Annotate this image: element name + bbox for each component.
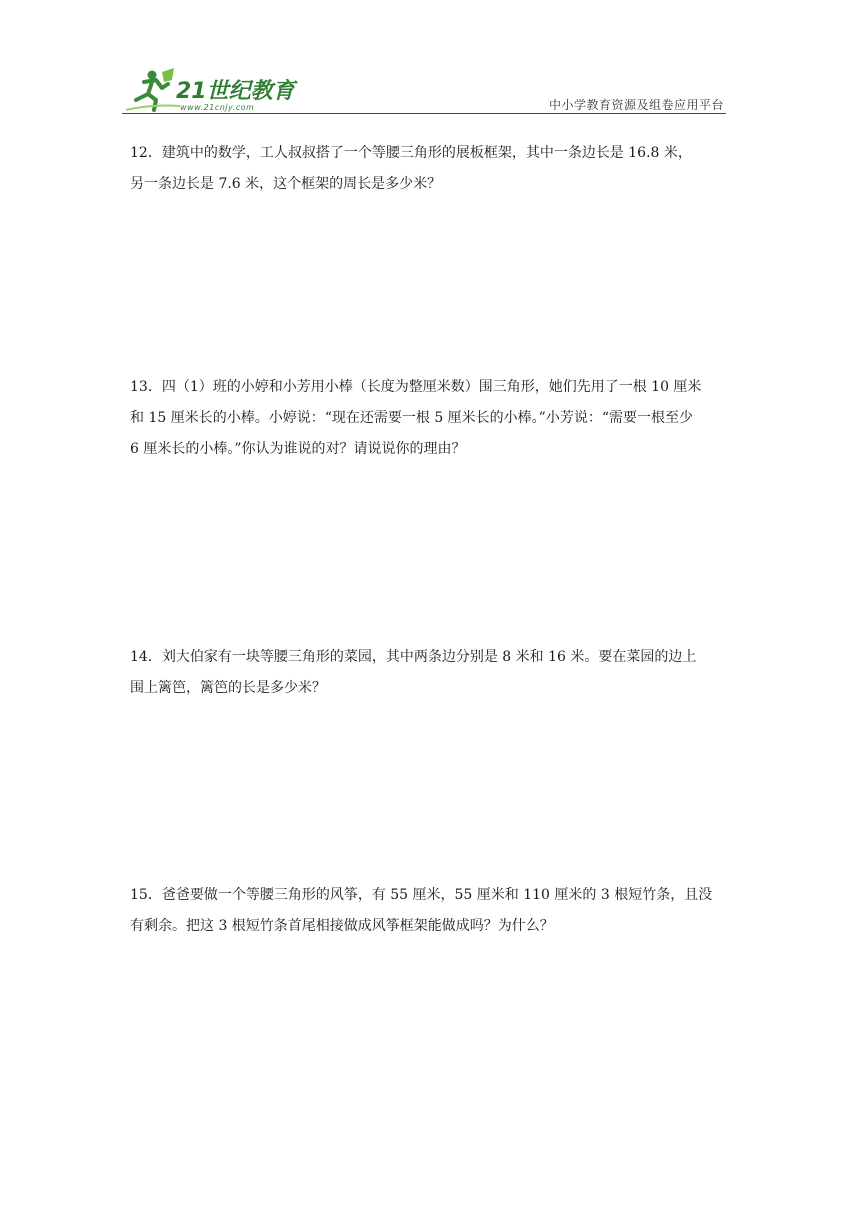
question-line: 另一条边长是 7.6 米，这个框架的周长是多少米？ <box>130 176 442 192</box>
question-14 <box>130 642 732 704</box>
page-header <box>122 66 726 116</box>
logo-url: www.21cnjy.com <box>180 103 255 112</box>
site-logo <box>122 66 312 114</box>
logo-title: 21世纪教育 <box>176 79 295 104</box>
question-line: 有剩余。把这 3 根短竹条首尾相接做成风筝框架能做成吗？为什么？ <box>130 918 554 934</box>
question-line: 12．建筑中的数学，工人叔叔搭了一个等腰三角形的展板框架，其中一条边长是 16.8 米， <box>130 145 692 161</box>
header-divider <box>122 113 726 114</box>
runner-icon <box>126 68 180 110</box>
question-line: 6 厘米长的小棒。”你认为谁说的对？请说说你的理由？ <box>130 441 466 457</box>
question-13 <box>130 372 732 465</box>
platform-label: 中小学教育资源及组卷应用平台 <box>548 98 724 112</box>
question-line: 13．四（1）班的小婷和小芳用小棒（长度为整厘米数）围三角形，她们先用了一根 10 厘米 <box>130 379 702 395</box>
question-line: 14．刘大伯家有一块等腰三角形的菜园，其中两条边分别是 8 米和 16 米。要在菜园的边上 <box>130 649 697 665</box>
question-line: 和 15 厘米长的小棒。小婷说：“现在还需要一根 5 厘米长的小棒。”小芳说：“需要一根至少 <box>130 410 693 426</box>
question-line: 15．爸爸要做一个等腰三角形的风筝，有 55 厘米，55 厘米和 110 厘米的 3 根短竹条，且没 <box>130 887 713 903</box>
question-12 <box>130 138 732 200</box>
question-line: 围上篱笆，篱笆的长是多少米？ <box>130 680 326 696</box>
question-15 <box>130 880 732 942</box>
